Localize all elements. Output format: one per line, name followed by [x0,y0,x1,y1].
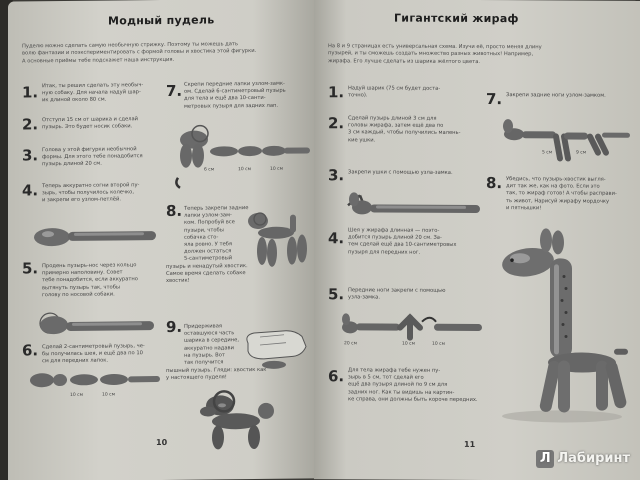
left-step-3-text [42,146,157,169]
step-line: Отступи 15 см от шарика и сделай [42,116,139,124]
step-line: собачка сто- [184,234,219,241]
step-line: ную собаку. Для начала надуй шар- [42,89,141,97]
step-line: пышный пузырь. Гляди: хвостик как [166,366,267,374]
step-line: Шея у жирафа длинная — поэто- [348,227,440,234]
measure-label: 10 см [238,167,252,173]
step-line: и пятнышки! [506,204,542,212]
step-line: Убедись, что пузырь-хвостик выгля- [506,176,606,183]
right-page-title: Гигантский жираф [394,11,519,26]
step-line: пузыря для передних ног. [348,248,421,256]
step-line: Закрепи ушки с помощью узла-замка. [348,169,453,176]
measure-label: 20 см [344,341,358,347]
step-line: ом. Сделай 6-сантиметровый пузырь [184,87,286,95]
left-step-7-text [184,81,304,111]
left-step-8-text [184,205,249,263]
step-line: зырь в 5 см, тот сделай его [348,374,424,381]
step-line: пузырь. Это будет носик собаки. [42,123,133,131]
step-line: см для передних лапок. [42,357,109,365]
left-step-1-number: 1. [22,83,39,102]
step-line: головы жирафа, затем ещё два по [348,122,444,130]
step-line: формы. Для этого тебе понадобится [42,153,143,161]
right-step-5-number: 5. [328,285,345,304]
right-page-number: 11 [464,439,476,449]
step-line: добится пузырь длиной 20 см. За- [348,234,442,242]
step-4-balloon-illustration [24,214,159,251]
left-step-9-text-cont [166,366,306,382]
left-step-1-text [42,82,157,105]
left-step-5-text [42,262,157,299]
step-line: должен остаться [184,248,232,255]
step-line: так получится [184,359,224,366]
step-line: на пузырь. Вот [184,352,225,359]
step-line: лапки узлом-зам- [184,212,232,219]
step-line: пузыри, чтобы [184,226,224,234]
right-intro-line: пузырей, и ты сможешь создать множество разных животных! Например, [328,50,534,58]
step-6-balloon-illustration [28,368,163,391]
left-step-6-text [42,343,162,366]
step-line: примерно наполовину. Совет [42,269,123,277]
left-page-number: 10 [156,437,168,448]
step-line: тебе понадобится, если аккуратно [42,276,138,284]
step-line: ик длиной около 80 см. [42,96,107,104]
step-line: ке справа, они должны быть короче передних. [348,396,478,403]
left-page-title: Модный пудель [108,13,215,28]
left-step-2-number: 2. [22,115,39,134]
step-line: вытянуть пузырь так, чтобы [42,284,120,291]
step-line: Скрепи передние лапки узлом-замк- [184,80,285,88]
step-line: голову по носовой собаки. [42,291,115,299]
step-line: Теперь аккуратно согни второй пу- [42,182,140,190]
step-line: Сделай 2-сантиметровый пузырь, че- [42,343,145,351]
step-line: 3 см каждый, чтобы получились малень- [348,129,461,137]
right-intro-line: жирафа. Его лучше сделать из шарика жёлтого цвета. [328,58,481,65]
right-step-7-text [506,92,626,100]
step-line: Передние ноги закрепи с помощью [348,287,446,294]
measure-label: 10 см [432,341,446,347]
step-line: Придерживая [184,323,223,330]
step-line: хвостик! [166,278,190,285]
left-page [8,0,314,480]
left-step-4-text [42,182,157,205]
step-line: Голова у этой фигурки необычной [42,146,137,154]
watermark-text: Лабиринт [557,451,630,466]
step-line: ком. Попробуй все [184,219,235,227]
left-step-7-number: 7. [166,81,183,100]
watermark-logo-icon: Л [536,450,554,468]
step-line: яла ровно. У тебя [184,241,232,248]
step-8-poodle-illustration [246,210,314,273]
right-step-2-number: 2. [328,114,345,133]
measure-label: 10 см [402,341,416,347]
right-step-8-text [506,176,631,213]
left-intro-line: А основные приёмы тебе подскажет наша инструкция. [22,56,175,65]
step-7-poodle-illustration [172,116,312,189]
measure-label: 6 см [204,167,215,173]
step-line: зырь, чтобы получилось колечко, [42,189,134,197]
right-step-3-balloon-illustration [344,189,484,220]
measure-label: 5 см [542,150,553,156]
finished-giraffe-photo [492,224,638,425]
step-line: оставшуюся часть [184,330,235,337]
left-intro-line: Пуделю можно сделать самую необычную стрижку. Поэтому ты можешь дать [22,41,239,50]
right-intro-line: На 8 и 9 страницах есть универсальная схема. Изучи её, просто меняя длину [328,43,542,51]
step-line: Самое время сделать собаке [166,270,246,278]
right-page [314,0,640,480]
step-line: Сделай пузырь длиной 3 см для [348,115,437,122]
step-line: у настоящего пуделя! [166,374,227,382]
left-intro-line: волю фантазии и поэкспериментировать с формой головы и хвостика этой фигурки. [22,48,257,57]
step-line: Итак, ты решил сделать эту необыч- [42,82,144,90]
right-intro [328,43,628,67]
right-step-1-text [348,85,458,100]
step-line: ещё два пузыря длиной по 9 см для [348,381,448,389]
site-watermark [536,450,630,468]
right-step-7-giraffe-illustration [494,112,634,171]
right-step-8-number: 8. [486,174,503,193]
left-step-3-number: 3. [22,146,39,165]
right-step-7-number: 7. [486,90,503,109]
step-line: Продень пузырь-нос через кольцо [42,262,137,270]
step-5-balloon-illustration [30,306,155,339]
right-step-3-text [348,169,468,177]
step-line: метровых пузыря для задних лап. [184,102,279,110]
step-9-hand-illustration [240,316,310,369]
measure-label: 10 см [102,392,116,398]
right-step-6-text [348,367,488,404]
measure-label: 9 см [576,150,587,156]
step-line: Надуй шарик (75 см будет доста- [348,85,441,92]
step-line: для тела и ещё два 10-санти- [184,95,266,103]
right-step-5-text [348,287,478,302]
measure-label: 10 см [70,392,84,398]
left-step-8-number: 8. [166,201,183,220]
left-step-6-number: 6. [22,341,39,360]
step-line: точно). [348,92,368,99]
step-line: узла-замка. [348,294,381,301]
right-step-3-number: 3. [328,166,345,185]
step-line: тем сделай ещё два 10-сантиметровых [348,241,457,249]
step-line: пузырь и ненадутый хвостик. [166,263,248,270]
left-intro [22,41,302,66]
step-line: шарика в середине, [184,337,239,345]
measure-label: 10 см [270,166,284,172]
step-line: и закрепи его узлом-петлёй. [42,196,121,204]
left-step-2-text [42,116,157,132]
step-line: ть живот, Нарисуй жирафу мордочку [506,197,610,205]
right-step-4-number: 4. [328,229,345,248]
right-step-1-number: 1. [328,83,345,102]
step-line: Закрепи задние ноги узлом-замком. [506,92,606,99]
right-step-4-text [348,227,478,256]
step-line: пузырь длиной 20 см. [42,161,102,168]
step-line: 5-сантиметровый [184,255,233,263]
right-step-6-number: 6. [328,367,345,386]
step-line: аккуратно надави [184,344,234,352]
step-line: задних ног. Как ты видишь на картин- [348,388,455,396]
left-step-4-number: 4. [22,181,39,200]
step-line: кие ушки. [348,136,376,144]
finished-poodle-photo [192,391,282,452]
step-line: Для тела жирафа тебе нужен пу- [348,367,441,374]
step-line: бы получилась шея, и ещё два по 10 [42,350,143,358]
left-step-9-text [184,323,244,367]
left-step-9-number: 9. [166,317,183,336]
step-line: дит так же, как на фото. Если это [506,183,600,190]
left-step-5-number: 5. [22,259,39,278]
right-step-2-text [348,115,468,144]
step-line: так, то жираф готов! А чтобы расправи- [506,190,617,198]
step-line: Теперь закрепи задние [184,205,249,212]
